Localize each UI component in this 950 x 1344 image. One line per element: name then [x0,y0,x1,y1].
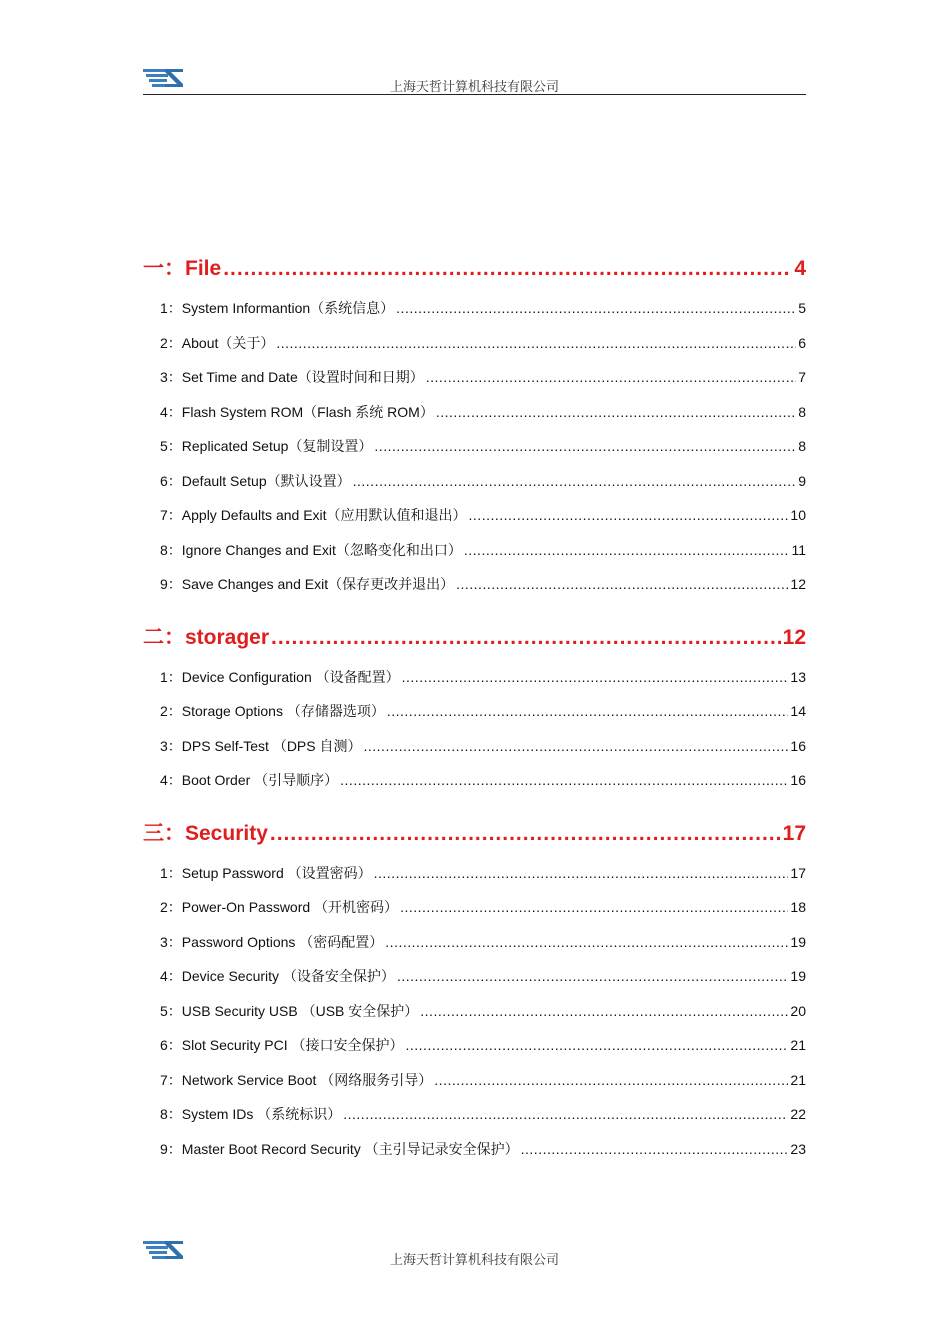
dot-leader [270,822,781,846]
dot-leader [402,669,789,685]
toc-entry[interactable] [143,897,806,932]
entry-page-number: 7 [798,369,806,385]
toc-entry[interactable] [143,540,806,575]
toc-section-storager[interactable] [143,621,806,655]
dot-leader [276,335,796,351]
dot-leader [343,1106,788,1122]
toc-entry[interactable] [143,1070,806,1105]
entry-label: 6：Default Setup（默认设置） [160,472,351,489]
entry-page-number: 9 [798,472,806,489]
dot-leader [271,626,781,650]
entry-page-number: 17 [790,864,806,881]
entry-label: 7：Network Service Boot （网络服务引导） [160,1071,433,1088]
dot-leader [374,438,796,454]
toc-entry[interactable] [143,574,806,609]
entry-page-number: 13 [790,668,806,685]
dot-leader [436,404,796,420]
entry-label: 3：Set Time and Date（设置时间和日期） [160,369,424,385]
toc-entry[interactable] [143,402,806,437]
entry-label: 9：Save Changes and Exit（保存更改并退出） [160,576,455,592]
dot-leader [387,703,789,719]
entry-label: 6：Slot Security PCI （接口安全保护） [160,1037,404,1053]
dot-leader [456,576,788,592]
toc-entry[interactable] [143,471,806,506]
toc-entry[interactable] [143,436,806,471]
toc-entry[interactable] [143,333,806,368]
toc-entry[interactable] [143,736,806,771]
page-footer [143,1240,806,1270]
header-company-name: 上海天哲计算机科技有限公司 [389,80,559,95]
toc-entry[interactable] [143,1001,806,1036]
section-title: 二：storager [143,625,270,649]
toc-entry[interactable] [143,1139,806,1174]
dot-leader [353,473,797,489]
entry-label: 1：Device Configuration （设备配置） [160,668,400,685]
entry-label: 5：USB Security USB （USB 安全保护） [160,1002,419,1019]
toc-entry[interactable] [143,701,806,736]
table-of-contents [143,252,806,1173]
dot-leader [469,507,789,523]
entry-page-number: 10 [790,507,806,523]
toc-entry[interactable] [143,863,806,898]
dot-leader [364,738,789,754]
entry-label: 7：Apply Defaults and Exit（应用默认值和退出） [160,507,467,523]
entry-page-number: 11 [791,541,806,558]
dot-leader [400,899,788,915]
dot-leader [396,300,796,316]
toc-section-security[interactable] [143,817,806,851]
section-title: 三：Security [143,821,268,845]
section-page-number: 12 [782,625,806,649]
dot-leader [223,257,792,281]
entry-page-number: 16 [790,737,806,754]
entry-page-number: 14 [790,703,806,719]
toc-entry[interactable] [143,1104,806,1139]
entry-page-number: 19 [790,933,806,950]
page-header [143,64,806,95]
entry-page-number: 23 [790,1140,806,1157]
entry-label: 4：Boot Order （引导顺序） [160,772,339,788]
entry-page-number: 18 [790,899,806,915]
entry-page-number: 21 [790,1071,806,1088]
entry-page-number: 16 [790,772,806,788]
entry-label: 3：DPS Self-Test （DPS 自测） [160,737,362,754]
entry-label: 8：Ignore Changes and Exit（忽略变化和出口） [160,541,462,558]
section-page-number: 4 [794,257,806,280]
entry-page-number: 5 [798,300,806,316]
dot-leader [426,369,796,385]
section-page-number: 17 [782,821,806,845]
toc-entry[interactable] [143,505,806,540]
footer-company-name: 上海天哲计算机科技有限公司 [389,1253,559,1268]
dot-leader [521,1141,789,1157]
toc-entry[interactable] [143,298,806,333]
toc-entry[interactable] [143,966,806,1001]
entry-page-number: 19 [790,968,806,984]
toc-entry[interactable] [143,1035,806,1070]
entry-label: 9：Master Boot Record Security （主引导记录安全保护） [160,1140,519,1157]
entry-label: 3：Password Options （密码配置） [160,933,384,950]
entry-label: 1：System Informantion（系统信息） [160,300,395,316]
toc-entry[interactable] [143,367,806,402]
dot-leader [397,968,788,984]
section-title: 一：File [143,257,222,280]
entry-label: 4：Device Security （设备安全保护） [160,968,395,984]
toc-entry[interactable] [143,932,806,967]
toc-section-file[interactable] [143,252,806,286]
entry-label: 2：About（关于） [160,334,275,351]
dot-leader [420,1003,788,1019]
entry-label: 5：Replicated Setup（复制设置） [160,438,373,454]
entry-page-number: 22 [790,1106,806,1122]
dot-leader [340,772,788,788]
entry-page-number: 21 [790,1037,806,1053]
dot-leader [464,542,790,558]
toc-entry[interactable] [143,770,806,805]
dot-leader [385,934,788,950]
entry-page-number: 8 [798,403,806,420]
dot-leader [434,1072,788,1088]
entry-page-number: 8 [798,438,806,454]
entry-page-number: 12 [790,576,806,592]
entry-label: 4：Flash System ROM（Flash 系统 ROM） [160,403,434,420]
entry-label: 8：System IDs （系统标识） [160,1106,342,1122]
entry-label: 2：Power-On Password （开机密码） [160,899,399,915]
entry-label: 2：Storage Options （存储器选项） [160,703,385,719]
dot-leader [406,1037,789,1053]
dot-leader [374,865,789,881]
entry-page-number: 6 [798,334,806,351]
entry-label: 1：Setup Password （设置密码） [160,864,372,881]
toc-entry[interactable] [143,667,806,702]
entry-page-number: 20 [790,1002,806,1019]
